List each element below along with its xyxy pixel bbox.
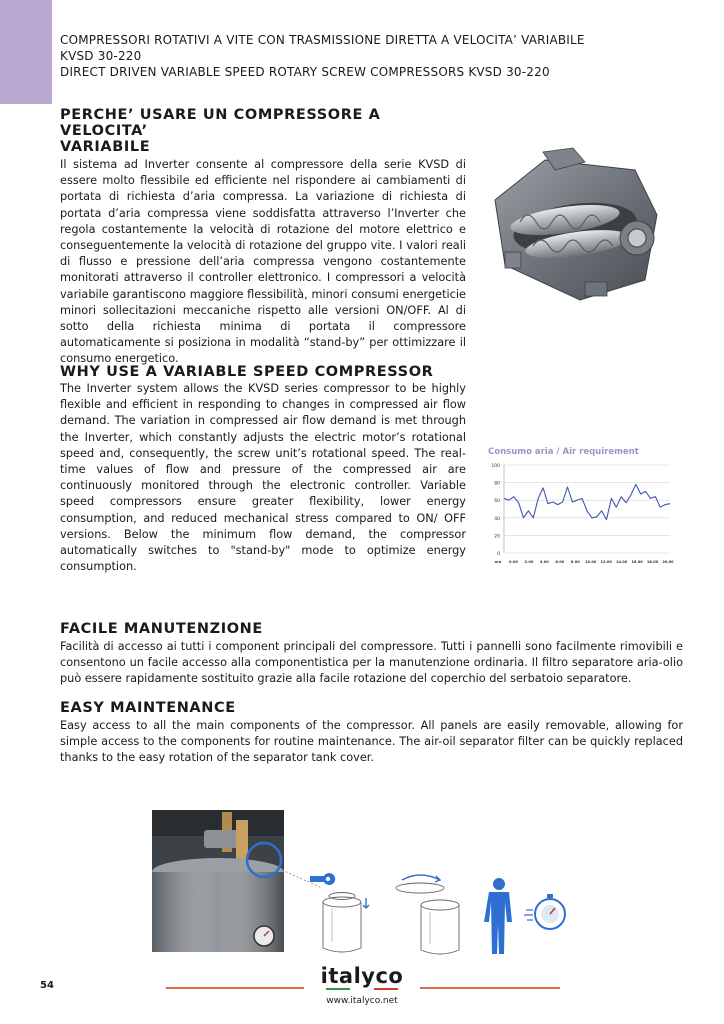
- y-tick-label: 60: [494, 499, 500, 505]
- stopwatch-icon: [524, 894, 565, 929]
- section-body: Il sistema ad Inverter consente al compressore della serie KVSD di essere molto flessibile ed efficiente nel rispondere ai cambiamenti di portata di richiesta d’aria compressa. La variazione di richiesta di portata d’aria compressa viene soddisfatta attraverso l’Inverter che regola costantemente la velocità di rotazione del motore elettrico e conseguentemente la velocità di rotazione del gruppo vite. I valori reali di flusso e pressione dell’aria compressa vengono costantemente monitorati attraverso il controller elettronico. I compressori a velocità variabile garantiscono maggiore flessibilità, minori consumi energeticie minori sollecitazioni meccaniche rispetto alle versioni ON/OFF. Al di sotto della richiesta minima di portata il compressore automaticamente si posiziona in modalità “stand-by” per ottimizzare il consumo energetico.: [60, 158, 466, 366]
- section-heading: PERCHE’ USARE UN COMPRESSORE A VELOCITA’ VARIABILE: [60, 107, 381, 155]
- section-body: The Inverter system allows the KVSD series compressor to be highly flexible and efficient in responding to changes in compressed air flow demand. The variation in compressed air flow demand is met through the Inverter, which constantly adjusts the electric motor’s rotational speed and, consequently, the screw unit’s rotational speed. The real-time values of flow and pressure of the compressed air are continuously monitored through the electronic controller. Variable speed compressors ensure greater flexibility, lower energy consumption, and reduced mechanical stress compared to ON/ OFF versions. Below the minimum flow demand, the compressor automatically switches to "stand-by" mode to optimize energy consumption.: [60, 382, 466, 574]
- chart-title: Consumo aria / Air requirement: [488, 447, 639, 457]
- filter-canister-icon: [323, 893, 369, 953]
- x-tick-label: ora: [494, 560, 502, 564]
- x-tick-label: 18.00: [646, 560, 659, 564]
- rotate-cover-icon: [396, 875, 459, 954]
- air-requirement-chart: [488, 447, 674, 577]
- maintenance-illustration: [152, 810, 622, 960]
- y-tick-label: 40: [494, 516, 500, 522]
- x-tick-label: 16.00: [631, 560, 643, 564]
- brand-logo: [310, 965, 414, 1006]
- section-maintenance-en: [60, 700, 683, 767]
- compressor-cutaway-image: [485, 140, 665, 305]
- x-tick-label: 12.00: [600, 560, 612, 564]
- brand-name: italyco: [320, 964, 404, 988]
- y-tick-label: 100: [491, 464, 500, 469]
- page-header: [60, 32, 660, 80]
- section-heading: EASY MAINTENANCE: [60, 700, 236, 716]
- section-tab: [0, 0, 52, 104]
- section-body: Facilità di accesso ai tutti i component principali del compressore. Tutti i pannelli sono facilmente rimovibili e consentono un facile accesso alla componentistica per la manutenzione ordinaria. Il filtro separatore aria-olio può essere rapidamente sostituito grazie alla facile rotazione del coperchio del serbatoio separatore.: [60, 640, 683, 686]
- y-tick-label: 20: [494, 534, 500, 540]
- x-tick-label: 2.00: [524, 560, 534, 564]
- section-heading: WHY USE A VARIABLE SPEED COMPRESSOR: [60, 364, 434, 380]
- x-tick-label: 0.00: [509, 560, 518, 564]
- website-url: www.italyco.net: [326, 996, 398, 1006]
- page-number: 54: [40, 980, 54, 991]
- section-why-variable-en: [60, 364, 466, 575]
- x-tick-label: 4.00: [539, 560, 549, 564]
- x-tick-label: 20.00: [662, 560, 674, 564]
- y-tick-label: 80: [494, 481, 500, 487]
- chart-plot: [488, 461, 674, 571]
- section-heading: FACILE MANUTENZIONE: [60, 621, 263, 637]
- header-title-it: COMPRESSORI ROTATIVI A VITE CON TRASMISSIONE DIRETTA A VELOCITA’ VARIABILE: [60, 33, 585, 47]
- header-title-en: DIRECT DRIVEN VARIABLE SPEED ROTARY SCREW COMPRESSORS KVSD 30-220: [60, 65, 550, 79]
- x-tick-label: 10.00: [585, 560, 597, 564]
- section-why-variable-it: [60, 107, 466, 368]
- footer-rule-left: [166, 987, 304, 989]
- person-icon: [484, 878, 512, 954]
- section-maintenance-it: [60, 621, 683, 688]
- x-tick-label: 8.00: [570, 560, 580, 564]
- y-tick-label: 0: [497, 552, 500, 557]
- x-tick-label: 14.00: [615, 560, 628, 564]
- footer-rule-right: [420, 987, 560, 989]
- wrench-icon: [310, 873, 335, 885]
- chart-series-line: [504, 484, 670, 519]
- header-model: KVSD 30-220: [60, 49, 142, 63]
- x-tick-label: 6.00: [555, 560, 565, 564]
- section-body: Easy access to all the main components of the compressor. All panels are easily removable, allowing for simple access to the components for routine maintenance. The air-oil separator filter can be quickly replaced thanks to the easy rotation of the separator tank cover.: [60, 719, 683, 765]
- logo-flag-stripe: [326, 988, 398, 990]
